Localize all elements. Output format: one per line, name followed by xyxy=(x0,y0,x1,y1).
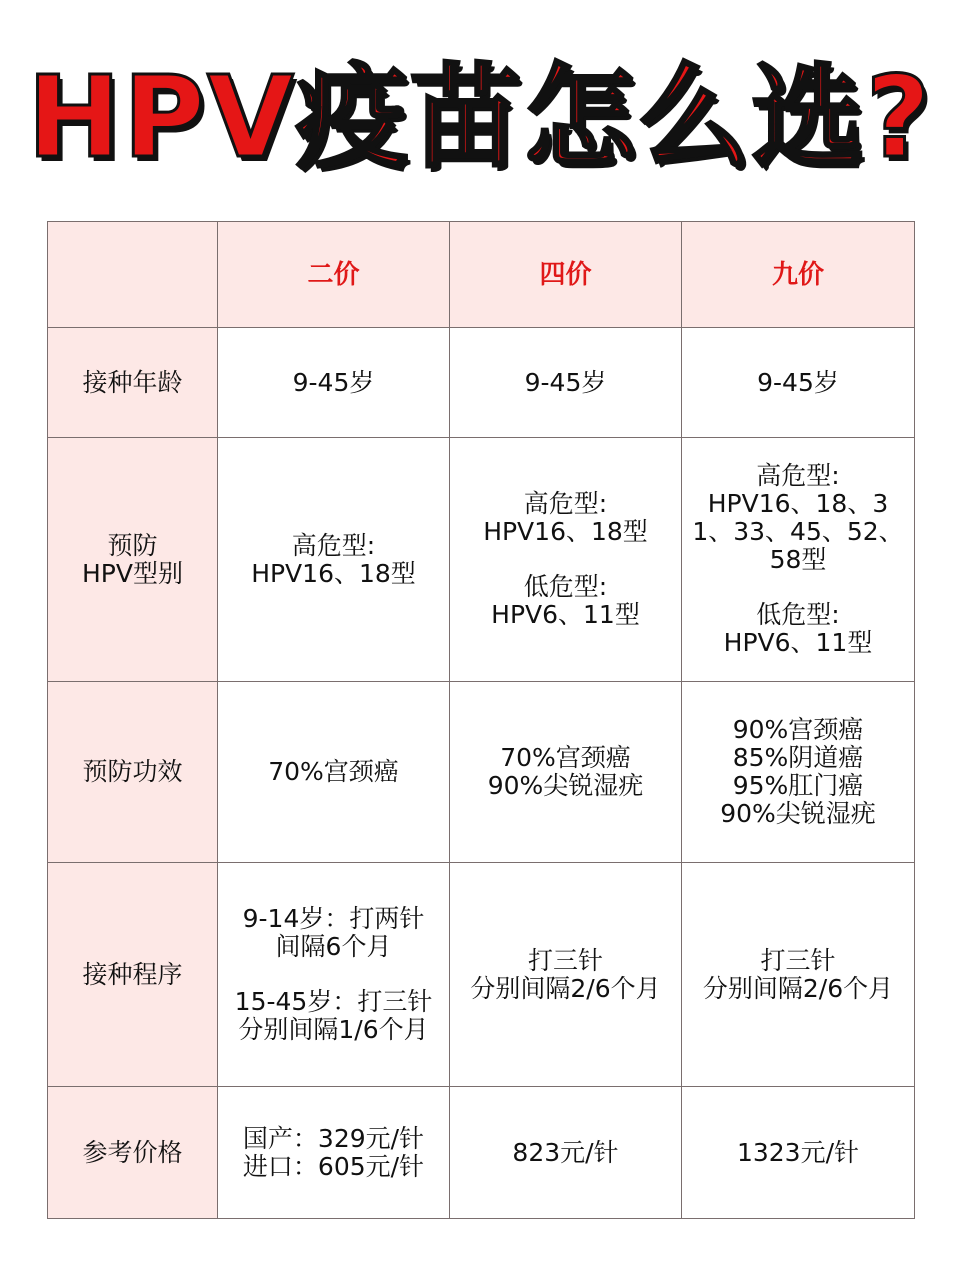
page-title: HPV疫苗怎么选? xyxy=(27,53,933,183)
table-cell xyxy=(682,1087,915,1219)
cell-line: 90%尖锐湿疣 xyxy=(720,799,876,828)
table-cell xyxy=(450,1087,682,1219)
table-cell xyxy=(218,682,450,863)
column-header: 二价 xyxy=(218,222,450,328)
cell-line: 低危型: xyxy=(756,600,840,629)
table-cell xyxy=(682,682,915,863)
cell-line: 1323元/针 xyxy=(736,1137,860,1167)
cell-line: HPV16、18型 xyxy=(483,517,648,546)
cell-line: HPV6、11型 xyxy=(491,600,640,629)
cell-line: 823元/针 xyxy=(512,1137,619,1167)
table-row xyxy=(48,438,915,682)
cell-line: HPV16、18、3 xyxy=(707,489,889,518)
cell-line: 高危型: xyxy=(523,489,608,518)
cell-line: 分别间隔1/6个月 xyxy=(238,1015,429,1044)
spacer xyxy=(454,546,677,573)
cell-line: 预防功效 xyxy=(82,757,183,786)
cell-line: 15-45岁：打三针 xyxy=(234,987,433,1016)
cell-line: 9-45岁 xyxy=(292,367,375,397)
table-row xyxy=(48,682,915,863)
cell-line: HPV6、11型 xyxy=(723,628,873,657)
table-cell xyxy=(218,863,450,1087)
table-cell xyxy=(450,438,682,682)
cell-line: 9-45岁 xyxy=(524,367,607,397)
cell-line: 70%宫颈癌 xyxy=(500,743,631,772)
cell-line: 9-45岁 xyxy=(757,367,839,397)
hpv-comparison-table xyxy=(47,221,915,1219)
table-row xyxy=(48,1087,915,1219)
cell-line: HPV16、18型 xyxy=(251,558,416,588)
cell-line: 高危型: xyxy=(756,461,840,490)
cell-line: 90%宫颈癌 xyxy=(732,715,864,744)
spacer xyxy=(222,961,445,988)
cell-line: 分别间隔2/6个月 xyxy=(470,973,661,1003)
cell-line: 间隔6个月 xyxy=(275,932,392,961)
table-cell xyxy=(218,1087,450,1219)
cell-line: 参考价格 xyxy=(82,1137,183,1167)
column-header: 四价 xyxy=(450,222,682,328)
cell-line: HPV型别 xyxy=(82,558,183,588)
table-cell xyxy=(218,328,450,438)
row-header xyxy=(48,438,218,682)
cell-line: 打三针 xyxy=(760,945,836,975)
cell-line: 接种程序 xyxy=(82,959,183,989)
cell-line: 70%宫颈癌 xyxy=(268,757,399,786)
table-cell xyxy=(450,328,682,438)
cell-line: 9-14岁：打两针 xyxy=(242,904,425,933)
cell-line: 85%阴道癌 xyxy=(732,743,864,772)
corner-cell xyxy=(48,222,218,328)
cell-line: 预防 xyxy=(107,530,158,560)
cell-line: 高危型: xyxy=(291,530,376,560)
table-row xyxy=(48,863,915,1087)
cell-line: 90%尖锐湿疣 xyxy=(487,771,644,800)
spacer xyxy=(686,574,910,601)
cell-line: 进口：605元/针 xyxy=(242,1151,425,1181)
table-cell xyxy=(682,438,915,682)
table-cell xyxy=(682,328,915,438)
table-cell xyxy=(682,863,915,1087)
cell-line: 打三针 xyxy=(527,945,603,975)
cell-line: 1、33、45、52、 xyxy=(692,517,904,546)
row-header xyxy=(48,682,218,863)
column-header: 九价 xyxy=(682,222,915,328)
cell-line: 分别间隔2/6个月 xyxy=(702,973,894,1003)
header-row xyxy=(48,222,915,328)
table-cell xyxy=(450,682,682,863)
table-row xyxy=(48,328,915,438)
row-header xyxy=(48,863,218,1087)
cell-line: 低危型: xyxy=(523,572,608,601)
cell-line: 95%肛门癌 xyxy=(732,771,864,800)
row-header xyxy=(48,328,218,438)
table-cell xyxy=(218,438,450,682)
cell-line: 接种年龄 xyxy=(82,367,183,397)
cell-line: 国产：329元/针 xyxy=(242,1123,425,1153)
table-cell xyxy=(450,863,682,1087)
cell-line: 58型 xyxy=(769,545,827,574)
row-header xyxy=(48,1087,218,1219)
